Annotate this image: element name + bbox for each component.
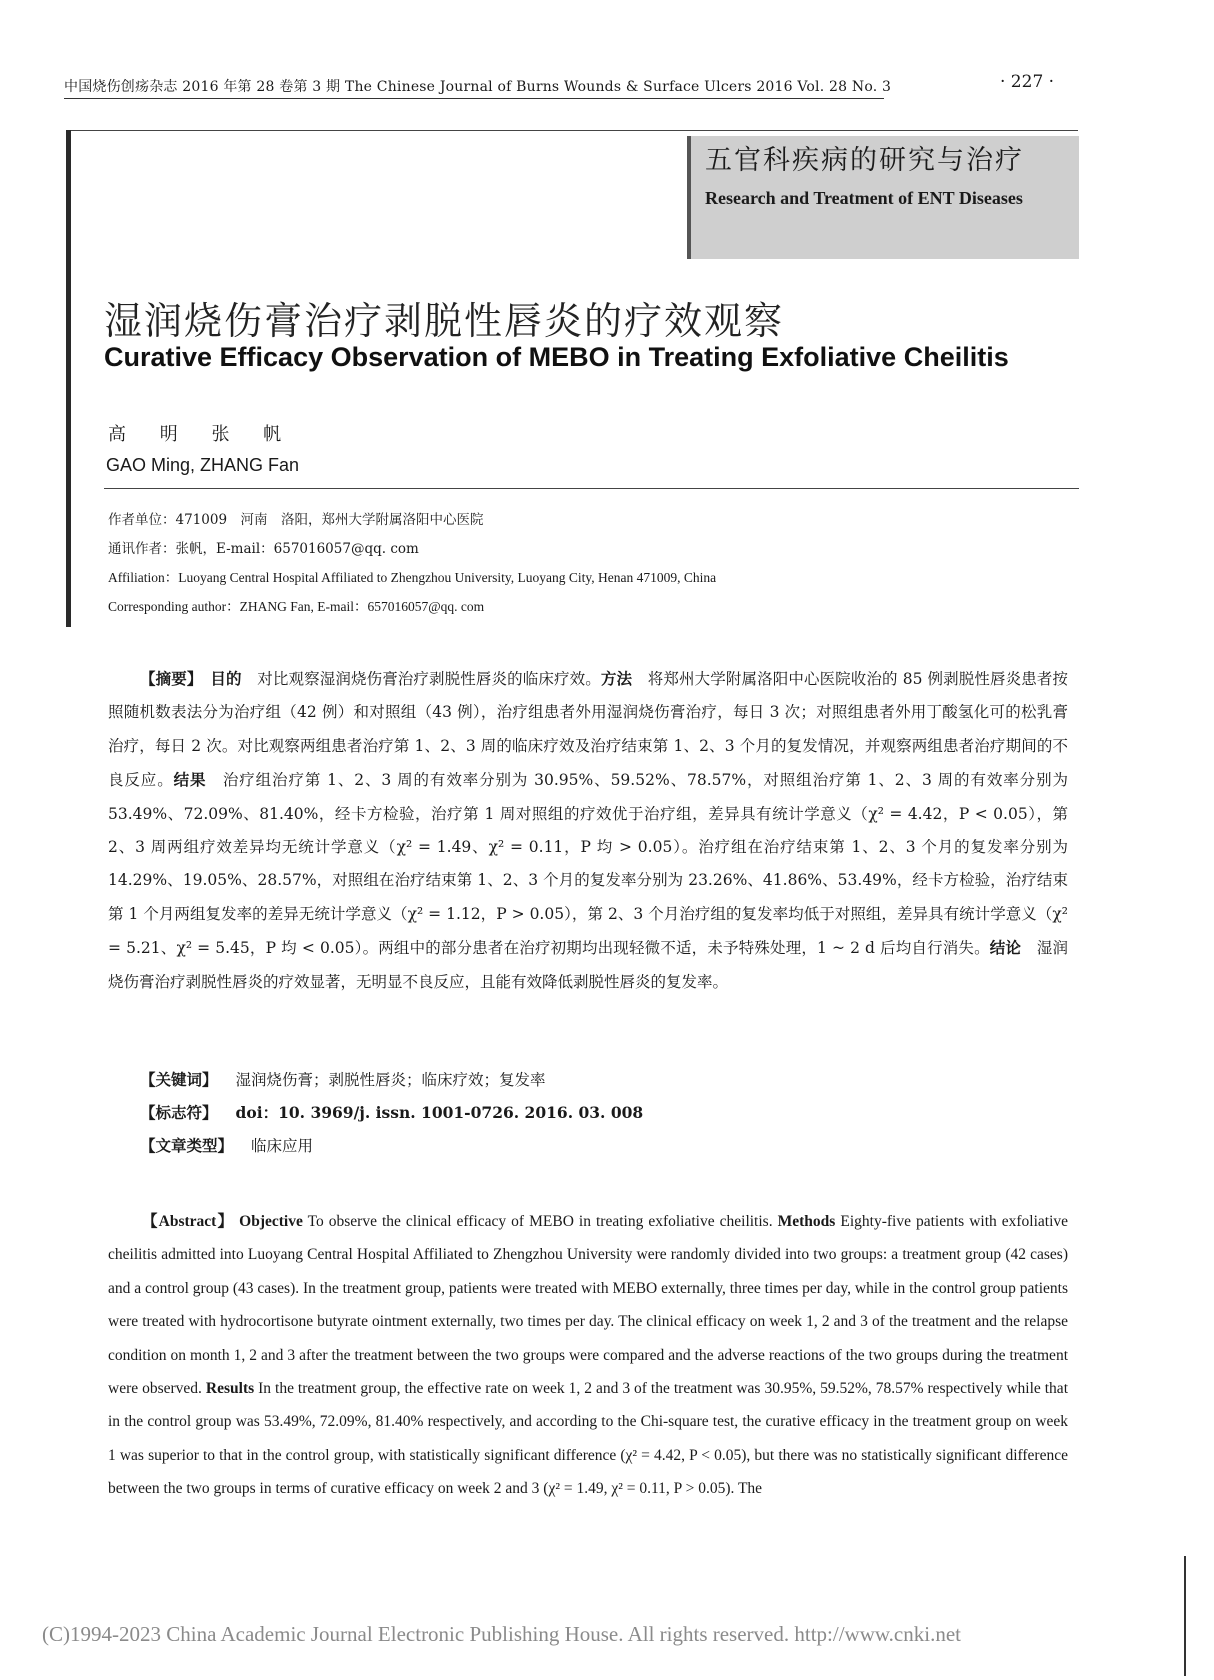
cnki-copyright-footer: (C)1994-2023 China Academic Journal Electronic Publishing House. All rights reserved. http://www.cnki.net xyxy=(42,1622,961,1646)
keywords-row xyxy=(140,1068,546,1090)
affiliation-zh: 作者单位：471009 河南 洛阳，郑州大学附属洛阳中心医院 xyxy=(108,512,484,528)
abstract-zh-label: 【摘要】 xyxy=(140,669,195,688)
abstract-en-objective-label: Objective xyxy=(239,1213,303,1230)
keywords-label: 【关键词】 xyxy=(140,1070,218,1089)
abstract-zh-objective-label: 目的 xyxy=(210,669,242,688)
abstract-zh xyxy=(108,662,1068,999)
abstract-zh-conclusion-label: 结论 xyxy=(989,938,1022,958)
abstract-en-objective: To observe the clinical efficacy of MEBO in treating exfoliative cheilitis. xyxy=(307,1213,773,1230)
affiliation-en: Affiliation：Luoyang Central Hospital Affiliated to Zhengzhou University, Luoyang City, Henan 471009, China xyxy=(108,570,717,585)
page-edge-mark xyxy=(1184,1556,1186,1676)
author-rule xyxy=(104,488,1079,489)
abstract-en-methods-label: Methods xyxy=(777,1213,836,1230)
page-number: · 227 · xyxy=(1000,72,1055,92)
article-title-en: Curative Efficacy Observation of MEBO in Treating Exfoliative Cheilitis xyxy=(104,342,1009,372)
column-title-en: Research and Treatment of ENT Diseases xyxy=(705,188,1023,208)
authors-zh: 高 明 张 帆 xyxy=(108,424,296,445)
abstract-zh-conclusion: 湿润烧伤膏治疗剥脱性唇炎的疗效显著，无明显不良反应，且能有效降低剥脱性唇炎的复发率。 xyxy=(108,939,1068,991)
identifier-label: 【标志符】 xyxy=(140,1103,218,1122)
left-margin-bar xyxy=(66,130,71,627)
abstract-en-results: In the treatment group, the effective rate on week 1, 2 and 3 of the treatment was 30.95%, 59.52%, 78.57% respectively while that in the control group was 53.49%, 72.09%, 81.40% respectively, and according to the Chi-square test, the curative efficacy in the treatment group on week 1 was superior to that in the control group, with statistically significant difference (χ² = 4.42, P < 0.05), but there was no statistically significant difference between the two groups in terms of curative efficacy on week 2 and 3 (χ² = 1.49, χ² = 0.11, P > 0.05). The xyxy=(108,1380,1068,1498)
abstract-en-results-label: Results xyxy=(205,1380,255,1398)
abstract-zh-methods-label: 方法 xyxy=(600,669,633,688)
keywords-value: 湿润烧伤膏；剥脱性唇炎；临床疗效；复发率 xyxy=(235,1071,546,1089)
abstract-en-label: 【Abstract】 xyxy=(142,1213,235,1230)
article-type-label: 【文章类型】 xyxy=(140,1136,234,1155)
correspondence-en: Corresponding author：ZHANG Fan, E-mail：657016057@qq. com xyxy=(108,599,485,614)
abstract-zh-results: 治疗组治疗第 1、2、3 周的有效率分别为 30.95%、59.52%、78.57%，对照组治疗第 1、2、3 周的有效率分别为 53.49%、72.09%、81.40%，经卡方检验，治疗第 1 周对照组的疗效优于治疗组，差异具有统计学意义（χ² = 4.42，P < 0.05），第 2、3 周两组疗效差异均无统计学意义（χ² = 1.49、χ² = 0.11，P 均 > 0.05）。治疗组在治疗结束第 1、2、3 个月的复发率分别为 14.29%、19.05%、28.57%，对照组在治疗结束第 1、2、3 个月的复发率分别为 23.26%、41.86%、53.49%，经卡方检验，治疗结束第 1 个月两组复发率的差异无统计学意义（χ² = 1.12，P > 0.05），第 2、3 个月治疗组的复发率均低于对照组，差异具有统计学意义（χ² = 5.21、χ² = 5.45，P 均 < 0.05）。两组中的部分患者在治疗初期均出现轻微不适，未予特殊处理，1 ~ 2 d 后均自行消失。 xyxy=(108,771,1068,958)
article-type-row xyxy=(140,1134,313,1156)
header-rule xyxy=(71,130,1078,131)
running-header: 中国烧伤创疡杂志 2016 年第 28 卷第 3 期 The Chinese Journal of Burns Wounds & Surface Ulcers 2016 Vol. 28 No. 3 xyxy=(64,76,884,99)
article-type-value: 临床应用 xyxy=(251,1137,314,1155)
column-title-zh: 五官科疾病的研究与治疗 xyxy=(705,145,1024,176)
article-title-zh: 湿润烧伤膏治疗剥脱性唇炎的疗效观察 xyxy=(104,299,785,343)
abstract-en-methods: Eighty-five patients with exfoliative cheilitis admitted into Luoyang Central Hospital Affiliated to Zhengzhou University were randomly divided into two groups: a treatment group (42 cases) and a control group (43 cases). In the treatment group, patients were treated with MEBO externally, three times per day, while in the control group patients were treated with hydrocortisone butyrate ointment externally, two times per day. The clinical efficacy on week 1, 2 and 3 of the treatment and the relapse condition on month 1, 2 and 3 after the treatment between the two groups were compared and the adverse reactions of the two groups during the treatment were observed. xyxy=(108,1213,1069,1398)
identifier-row xyxy=(140,1101,643,1123)
doi-value: doi：10. 3969/j. issn. 1001-0726. 2016. 03. 008 xyxy=(235,1103,644,1122)
abstract-zh-methods: 将郑州大学附属洛阳中心医院收治的 85 例剥脱性唇炎患者按照随机数表法分为治疗组（42 例）和对照组（43 例），治疗组患者外用湿润烧伤膏治疗，每日 3 次；对照组患者外用丁酸氢化可的松乳膏治疗，每日 2 次。对比观察两组患者治疗第 1、2、3 周的临床疗效及治疗结束第 1、2、3 个月的复发情况，并观察两组患者治疗期间的不良反应。 xyxy=(108,670,1068,790)
abstract-zh-results-label: 结果 xyxy=(173,770,207,790)
abstract-zh-objective: 对比观察湿润烧伤膏治疗剥脱性唇炎的临床疗效。 xyxy=(257,670,601,688)
column-heading-box xyxy=(687,136,1079,259)
abstract-en xyxy=(108,1205,1068,1506)
authors-en: GAO Ming, ZHANG Fan xyxy=(106,455,300,475)
correspondence-zh: 通讯作者：张帆，E-mail：657016057@qq. com xyxy=(108,541,419,557)
